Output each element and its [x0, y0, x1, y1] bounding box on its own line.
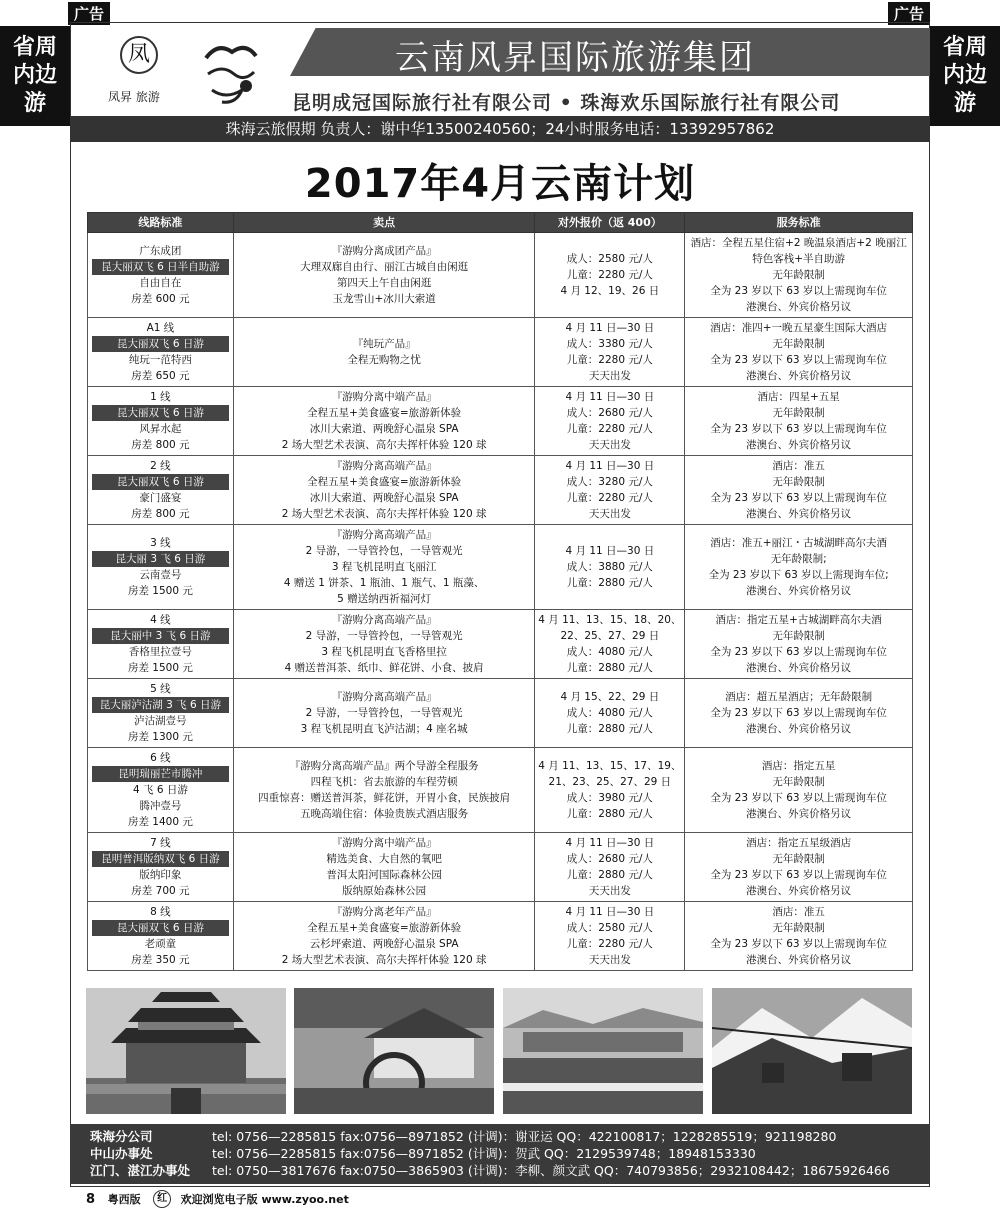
route-code: 广东成团: [139, 245, 182, 257]
price-text: 4 月 11 日—30 日: [565, 837, 655, 849]
route-detail: 房差 800 元: [131, 439, 190, 451]
highlight-text: 『游购分离高端产品』: [331, 529, 437, 541]
service-text: 全为 23 岁以下 63 岁以上需现询车位: [710, 285, 887, 297]
highlight-text: 四程飞机：省去旅游的车程劳顿: [310, 776, 458, 788]
price-text: 成人：4080 元/人: [566, 707, 653, 719]
route-code: 4 线: [150, 614, 171, 626]
service-text: 港澳台、外宾价格另议: [746, 723, 852, 735]
route-detail: 房差 650 元: [131, 370, 190, 382]
highlight-text: 五晚高端住宿：体验贵族式酒店服务: [300, 808, 469, 820]
office-row: [90, 1145, 756, 1163]
service-text: 全为 23 岁以下 63 岁以上需现询车位: [710, 423, 887, 435]
route-code: 2 线: [150, 460, 171, 472]
highlight-text: 云杉坪索道、两晚舒心温泉 SPA: [309, 938, 459, 950]
price-text: 成人：3380 元/人: [566, 338, 653, 350]
route-tag: 昆大丽双飞 6 日半自助游: [92, 259, 229, 275]
table-row: [88, 456, 913, 525]
price-text: 天天出发: [588, 508, 631, 520]
service-text: 港澳台、外宾价格另议: [746, 301, 852, 313]
highlight-text: 大理双廊自由行、丽江古城自由闲逛: [300, 261, 469, 273]
price-text: 天天出发: [588, 439, 631, 451]
route-tag: 昆明普洱版纳双飞 6 日游: [92, 851, 229, 867]
price-text: 4 月 11 日—30 日: [565, 460, 655, 472]
route-detail: 风昇水起: [139, 423, 182, 435]
route-price-table: [87, 212, 913, 971]
route-code: 1 线: [150, 391, 171, 403]
service-text: 无年龄限制: [772, 269, 825, 281]
ad-label-right: 广告: [888, 2, 930, 25]
route-detail: 腾冲壹号: [139, 800, 182, 812]
route-detail: 房差 800 元: [131, 508, 190, 520]
price-text: 儿童：2280 元/人: [566, 492, 653, 504]
highlight-text: 2 场大型艺术表演、高尔夫挥杆体验 120 球: [281, 508, 487, 520]
office-contact: tel: 0756—2285815 fax:0756—8971852 (计调)：谢亚运 QQ：422100817；1228285519；921198280: [211, 1129, 837, 1144]
service-text: 酒店：准五: [772, 906, 825, 918]
side-tab-text: 省周: [12, 35, 57, 60]
service-text: 无年龄限制: [772, 922, 825, 934]
service-text: 全为 23 岁以下 63 岁以上需现询车位: [710, 354, 887, 366]
price-text: 儿童：2280 元/人: [566, 354, 653, 366]
office-name: 江门、湛江办事处: [90, 1163, 191, 1178]
service-text: 港澳台、外宾价格另议: [746, 885, 852, 897]
route-tag: 昆大丽双飞 6 日游: [92, 405, 229, 421]
route-detail: 老顽童: [144, 938, 177, 950]
price-text: 成人：2580 元/人: [566, 922, 653, 934]
highlights-cell: [233, 748, 535, 833]
route-detail: 房差 350 元: [131, 954, 190, 966]
page-number: 8: [86, 1191, 96, 1207]
side-tab-text: 游: [953, 91, 976, 116]
price-text: 成人：2680 元/人: [566, 407, 653, 419]
highlights-cell: [233, 679, 535, 748]
route-cell: [88, 233, 234, 318]
highlights-cell: [233, 233, 535, 318]
table-row: [88, 902, 913, 971]
price-text: 儿童：2280 元/人: [566, 423, 653, 435]
side-tab-text: 游: [23, 91, 46, 116]
highlight-text: 版纳原始森林公园: [342, 885, 427, 897]
service-text: 酒店：准五: [772, 460, 825, 472]
service-text: 港澳台、外宾价格另议: [746, 508, 852, 520]
highlight-text: 普洱太阳河国际森林公园: [326, 869, 442, 881]
price-text: 4 月 12、19、26 日: [560, 285, 660, 297]
price-cell: [535, 318, 685, 387]
table-header-row: [88, 213, 913, 233]
office-contact: tel: 0756—2285815 fax:0756—8971852 (计调)：贺武 QQ：2129539748；18948153330: [211, 1146, 756, 1161]
price-text: 成人：3880 元/人: [566, 561, 653, 573]
service-text: 港澳台、外宾价格另议: [746, 585, 852, 597]
service-text: 港澳台、外宾价格另议: [746, 439, 852, 451]
price-cell: [535, 748, 685, 833]
service-text: 酒店：准四+一晚五星豪生国际大酒店: [710, 322, 888, 334]
highlight-text: 3 程飞机昆明直飞丽江: [331, 561, 437, 573]
highlights-cell: [233, 456, 535, 525]
route-detail: 房差 1300 元: [127, 731, 193, 743]
service-text: 酒店：超五星酒店；无年龄限制: [725, 691, 873, 703]
highlight-text: 冰川大索道、两晚舒心温泉 SPA: [309, 423, 459, 435]
route-cell: [88, 610, 234, 679]
price-text: 成人：2680 元/人: [566, 853, 653, 865]
route-detail: 房差 1500 元: [127, 585, 193, 597]
side-tab-text: 内边: [942, 63, 987, 88]
route-cell: [88, 679, 234, 748]
photo-monastery-village: [503, 988, 703, 1114]
route-cell: [88, 902, 234, 971]
highlight-text: 全程五星+美食盛宴=旅游新体验: [307, 407, 462, 419]
table-body: [88, 233, 913, 971]
table-row: [88, 233, 913, 318]
route-detail: 版纳印象: [139, 869, 182, 881]
price-text: 4 月 11 日—30 日: [565, 545, 655, 557]
service-text: 酒店：指定五星: [761, 760, 836, 772]
highlight-text: 精选美食、大自然的氧吧: [326, 853, 442, 865]
subsidiary-names: 昆明成冠国际旅行社有限公司 • 珠海欢乐国际旅行社有限公司: [292, 92, 841, 114]
route-code: 8 线: [150, 906, 171, 918]
highlight-text: 4 赠送 1 饼茶、1 瓶油、1 瓶气、1 瓶藻、: [283, 577, 485, 589]
route-tag: 昆大丽双飞 6 日游: [92, 336, 229, 352]
highlights-cell: [233, 902, 535, 971]
office-row: [90, 1128, 836, 1146]
highlight-text: 全程五星+美食盛宴=旅游新体验: [307, 922, 462, 934]
service-text: 酒店：指定五星级酒店: [746, 837, 852, 849]
price-cell: [535, 456, 685, 525]
service-cell: [685, 833, 913, 902]
photo-ancient-tower: [86, 988, 286, 1114]
price-cell: [535, 387, 685, 456]
price-text: 21、23、25、27、29 日: [548, 776, 672, 788]
price-text: 儿童：2280 元/人: [566, 269, 653, 281]
price-text: 4 月 15、22、29 日: [560, 691, 660, 703]
logo-mark: 凤: [120, 36, 158, 74]
route-tag: 昆大丽泸沽湖 3 飞 6 日游: [92, 697, 229, 713]
red-badge-icon: 红: [153, 1190, 171, 1208]
service-text: 港澳台、外宾价格另议: [746, 370, 852, 382]
route-tag: 昆大丽双飞 6 日游: [92, 920, 229, 936]
service-text: 无年龄限制: [772, 476, 825, 488]
price-text: 儿童：2280 元/人: [566, 938, 653, 950]
highlights-cell: [233, 318, 535, 387]
company-logo: [80, 28, 280, 118]
service-cell: [685, 748, 913, 833]
plan-title: 2017年4月云南计划: [304, 161, 696, 207]
side-tab-text: 省周: [942, 35, 987, 60]
service-text: 酒店：四星+五星: [757, 391, 840, 403]
price-text: 4 月 11、13、15、18、20、: [538, 614, 682, 626]
service-text: 无年龄限制: [772, 407, 825, 419]
route-cell: [88, 456, 234, 525]
highlight-text: 2 导游，一导管拎包，一导管观光: [305, 707, 463, 719]
price-cell: [535, 679, 685, 748]
service-text: 无年龄限制;: [770, 553, 827, 565]
route-code: 5 线: [150, 683, 171, 695]
highlights-cell: [233, 387, 535, 456]
price-cell: [535, 902, 685, 971]
service-text: 无年龄限制: [772, 853, 825, 865]
price-text: 儿童：2880 元/人: [566, 723, 653, 735]
website-link[interactable]: 欢迎浏览电子版 www.zyoo.net: [180, 1192, 349, 1206]
service-text: 全为 23 岁以下 63 岁以上需现询车位: [710, 869, 887, 881]
highlight-text: 『游购分离高端产品』: [331, 460, 437, 472]
route-detail: 豪门盛宴: [139, 492, 182, 504]
price-text: 成人：3280 元/人: [566, 476, 653, 488]
side-tab-left: [0, 26, 70, 126]
price-cell: [535, 833, 685, 902]
service-text: 全为 23 岁以下 63 岁以上需现询车位;: [708, 569, 889, 581]
price-text: 成人：4080 元/人: [566, 646, 653, 658]
route-detail: 泸沽湖壹号: [134, 715, 187, 727]
highlight-text: 『游购分离高端产品』两个导游全程服务: [289, 760, 479, 772]
office-contact: tel: 0750—3817676 fax:0750—3865903 (计调)：李柳、颜文武 QQ：740793856；2932108442；18675926466: [211, 1163, 890, 1178]
service-text: 港澳台、外宾价格另议: [746, 808, 852, 820]
contact-bar: 珠海云旅假期 负责人：谢中华13500240560；24小时服务电话：13392957862: [70, 116, 930, 142]
route-detail: 房差 1400 元: [127, 816, 193, 828]
route-code: 6 线: [150, 752, 171, 764]
service-cell: [685, 679, 913, 748]
service-text: 酒店：全程五星住宿+2 晚温泉酒店+2 晚丽江特色客栈+半自助游: [690, 237, 907, 265]
service-text: 港澳台、外宾价格另议: [746, 662, 852, 674]
highlight-text: 5 赠送纳西祈福河灯: [337, 593, 432, 605]
route-cell: [88, 525, 234, 610]
service-text: 港澳台、外宾价格另议: [746, 954, 852, 966]
price-text: 4 月 11 日—30 日: [565, 391, 655, 403]
route-tag: 昆大丽中 3 飞 6 日游: [92, 628, 229, 644]
service-text: 全为 23 岁以下 63 岁以上需现询车位: [710, 938, 887, 950]
highlight-text: 第四天上午自由闲逛: [336, 277, 432, 289]
route-code: A1 线: [146, 322, 175, 334]
route-tag: 昆明瑞丽芒市腾冲: [92, 766, 229, 782]
highlight-text: 『游购分离高端产品』: [331, 614, 437, 626]
highlight-text: 2 导游，一导管拎包，一导管观光: [305, 545, 463, 557]
header-cell: 对外报价（返 400）: [535, 213, 685, 233]
logo-text: 凤昇 旅游: [108, 90, 160, 104]
ad-label-left: 广告: [68, 2, 110, 25]
route-detail: 4 飞 6 日游: [132, 784, 188, 796]
header-cell: 服务标准: [685, 213, 913, 233]
price-text: 儿童：2880 元/人: [566, 577, 653, 589]
service-text: 酒店：准五+丽江・古城湖畔高尔夫酒: [710, 537, 888, 549]
price-text: 儿童：2880 元/人: [566, 662, 653, 674]
table-row: [88, 833, 913, 902]
office-row: [90, 1162, 890, 1180]
side-tab-right: [930, 26, 1000, 126]
service-text: 全为 23 岁以下 63 岁以上需现询车位: [710, 792, 887, 804]
table-row: [88, 610, 913, 679]
table-row: [88, 387, 913, 456]
route-detail: 房差 700 元: [131, 885, 190, 897]
route-cell: [88, 833, 234, 902]
service-cell: [685, 902, 913, 971]
service-text: 全为 23 岁以下 63 岁以上需现询车位: [710, 646, 887, 658]
highlight-text: 全程五星+美食盛宴=旅游新体验: [307, 476, 462, 488]
price-text: 4 月 11 日—30 日: [565, 322, 655, 334]
highlight-text: 4 赠送普洱茶、纸巾、鲜花饼、小食、披肩: [284, 662, 484, 674]
highlights-cell: [233, 833, 535, 902]
service-text: 全为 23 岁以下 63 岁以上需现询车位: [710, 492, 887, 504]
price-text: 天天出发: [588, 885, 631, 897]
highlights-cell: [233, 610, 535, 679]
route-detail: 房差 600 元: [131, 293, 190, 305]
service-cell: [685, 318, 913, 387]
route-tag: 昆大丽 3 飞 6 日游: [92, 551, 229, 567]
price-text: 天天出发: [588, 370, 631, 382]
highlight-text: 『游购分离中端产品』: [331, 391, 437, 403]
highlight-text: 2 场大型艺术表演、高尔夫挥杆体验 120 球: [281, 954, 487, 966]
route-cell: [88, 387, 234, 456]
service-cell: [685, 525, 913, 610]
service-cell: [685, 610, 913, 679]
cloud-brand-icon: [198, 38, 262, 108]
highlight-text: 『游购分离老年产品』: [331, 906, 437, 918]
table-row: [88, 679, 913, 748]
service-text: 无年龄限制: [772, 776, 825, 788]
price-cell: [535, 233, 685, 318]
side-tab-text: 内边: [12, 63, 57, 88]
highlight-text: 玉龙雪山+冰川大索道: [332, 293, 436, 305]
service-cell: [685, 387, 913, 456]
service-text: 无年龄限制: [772, 630, 825, 642]
route-tag: 昆大丽双飞 6 日游: [92, 474, 229, 490]
highlight-text: 四重惊喜：赠送普洱茶，鲜花饼，开胃小食，民族披肩: [258, 792, 511, 804]
branch-offices: [70, 1124, 930, 1184]
highlight-text: 『游购分离高端产品』: [331, 691, 437, 703]
brand-title: 云南风昇国际旅游集团: [395, 38, 755, 78]
service-cell: [685, 233, 913, 318]
price-cell: [535, 610, 685, 679]
highlight-text: 2 导游，一导管拎包，一导管观光: [305, 630, 463, 642]
highlight-text: 2 场大型艺术表演、高尔夫挥杆体验 120 球: [281, 439, 487, 451]
office-name: 珠海分公司: [90, 1129, 153, 1144]
highlight-text: 『游购分离成团产品』: [331, 245, 437, 257]
table-row: [88, 748, 913, 833]
price-text: 儿童：2880 元/人: [566, 869, 653, 881]
route-cell: [88, 748, 234, 833]
service-text: 无年龄限制: [772, 338, 825, 350]
service-text: 酒店：指定五星+古城湖畔高尔夫酒: [715, 614, 882, 626]
header-cell: 线路标准: [88, 213, 234, 233]
route-code: 7 线: [150, 837, 171, 849]
highlight-text: 3 程飞机昆明直飞泸沽湖；4 座名城: [300, 723, 468, 735]
highlight-text: 3 程飞机昆明直飞香格里拉: [321, 646, 447, 658]
header-cell: 卖点: [233, 213, 535, 233]
route-cell: [88, 318, 234, 387]
highlight-text: 『游购分离中端产品』: [331, 837, 437, 849]
table-row: [88, 318, 913, 387]
page-footer: [86, 1190, 349, 1208]
highlight-text: 全程无购物之忧: [347, 354, 421, 366]
highlight-text: 冰川大索道、两晚舒心温泉 SPA: [309, 492, 459, 504]
route-code: 3 线: [150, 537, 171, 549]
price-text: 4 月 11、13、15、17、19、: [538, 760, 682, 772]
service-cell: [685, 456, 913, 525]
highlight-text: 『纯玩产品』: [352, 338, 416, 350]
route-detail: 房差 1500 元: [127, 662, 193, 674]
photo-old-town-waterwheel: [294, 988, 494, 1114]
photo-snow-mountain-cableway: [712, 988, 912, 1114]
price-text: 22、25、27、29 日: [560, 630, 660, 642]
table-row: [88, 525, 913, 610]
route-detail: 香格里拉壹号: [128, 646, 192, 658]
price-text: 成人：3980 元/人: [566, 792, 653, 804]
route-detail: 云南壹号: [139, 569, 182, 581]
price-text: 成人：2580 元/人: [566, 253, 653, 265]
service-text: 全为 23 岁以下 63 岁以上需现询车位: [710, 707, 887, 719]
edition-label: 粤西版: [107, 1192, 141, 1206]
route-detail: 纯玩一范特西: [128, 354, 192, 366]
route-detail: 自由自在: [139, 277, 182, 289]
office-name: 中山办事处: [90, 1146, 153, 1161]
price-text: 天天出发: [588, 954, 631, 966]
price-cell: [535, 525, 685, 610]
highlights-cell: [233, 525, 535, 610]
price-text: 儿童：2880 元/人: [566, 808, 653, 820]
price-text: 4 月 11 日—30 日: [565, 906, 655, 918]
